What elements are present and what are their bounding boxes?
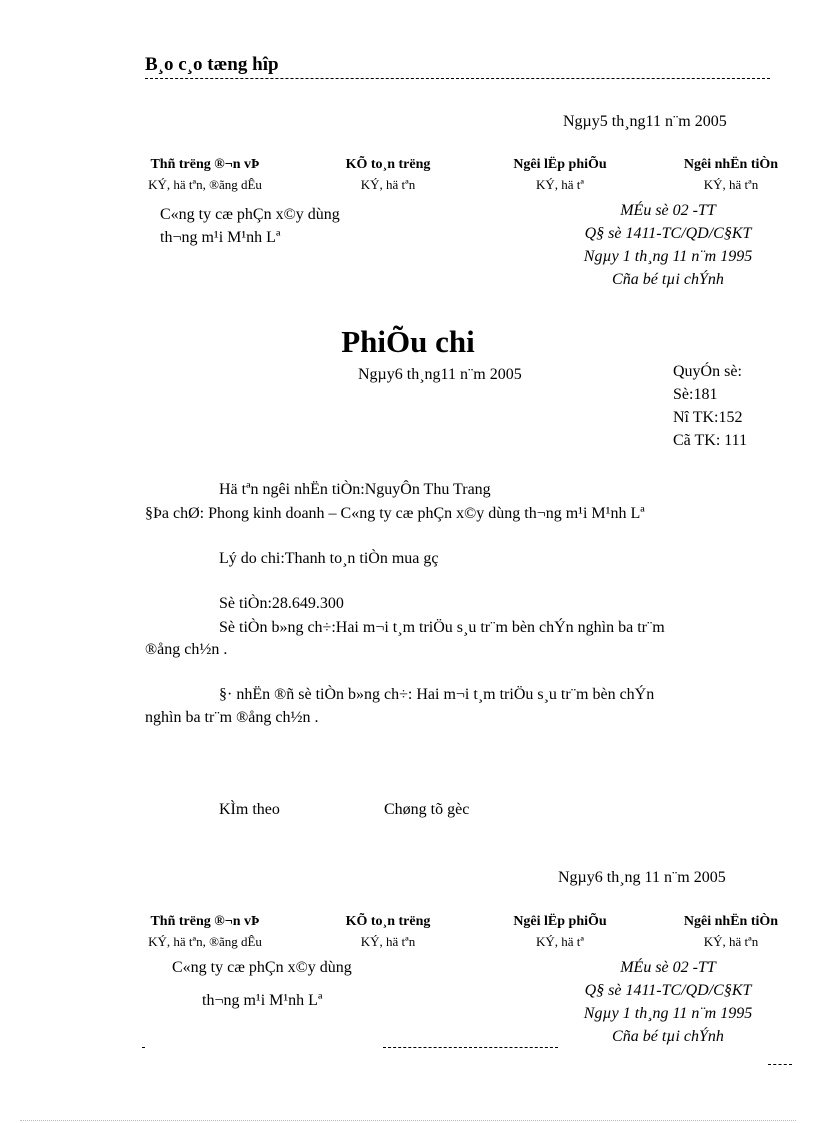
date-bottom: Ngµy6 th¸ng 11 n¨m 2005 — [558, 869, 726, 886]
report-header-title: B¸o c¸o tæng hîp — [145, 54, 279, 75]
form-ref-top-line3: Ngµy 1 th¸ng 11 n¨m 1995 — [583, 248, 753, 265]
form-ref-bottom-line3: Ngµy 1 th¸ng 11 n¨m 1995 — [583, 1005, 753, 1022]
payment-reason: Lý do chi:Thanh to¸n tiÒn mua gç — [219, 550, 439, 567]
signature-title-head: Thñ trëng ®¬n vÞ — [150, 914, 260, 929]
company-name-top-line1: C«ng ty cæ phÇn x©y dùng — [160, 206, 340, 223]
debit-account: Nî TK:152 — [673, 409, 743, 426]
attachment-value: Chøng tõ gèc — [384, 801, 470, 818]
signature-title-recipient: Ngêi nhËn tiÒn — [683, 914, 779, 929]
signature-title-head: Thñ trëng ®¬n vÞ — [150, 157, 260, 172]
form-ref-bottom-line4: Cña bé tµi chÝnh — [612, 1028, 724, 1045]
payment-amount: Sè tiÒn:28.649.300 — [219, 595, 344, 612]
form-ref-top-line2: Q§ sè 1411-TC/QD/C§KT — [584, 225, 752, 242]
form-ref-top-line4: Cña bé tµi chÝnh — [612, 271, 724, 288]
signature-title-recipient: Ngêi nhËn tiÒn — [683, 157, 779, 172]
recipient-name: Hä tªn ngêi nhËn tiÒn:NguyÔn Thu Trang — [219, 481, 491, 498]
received-amount-line1: §· nhËn ®ñ sè tiÒn b»ng ch÷: Hai m¬i t¸m triÖu s¸u tr¨m bèn chÝn — [219, 686, 655, 703]
amount-in-words-line1: Sè tiÒn b»ng ch÷:Hai m¬i t¸m triÖu s¸u tr¨m bèn chÝn nghìn ba tr¨m — [219, 619, 665, 636]
signature-sub-head: KÝ, hä tªn, ®ãng dÊu — [148, 934, 262, 949]
company-name-bottom-line1: C«ng ty cæ phÇn x©y dùng — [172, 959, 352, 976]
amount-in-words-line2: ®ång ch½n . — [145, 641, 228, 658]
signature-title-preparer: Ngêi lËp phiÕu — [513, 914, 607, 929]
voucher-title: PhiÕu chi — [341, 324, 475, 359]
company-name-bottom-line2: th¬ng m¹i M¹nh Lª — [202, 992, 323, 1009]
signature-title-accountant: KÕ to¸n trëng — [345, 157, 431, 172]
company-name-top-line2: th¬ng m¹i M¹nh Lª — [160, 229, 281, 246]
signature-sub-accountant: KÝ, hä tªn — [360, 177, 416, 192]
signature-sub-recipient: KÝ, hä tªn — [703, 177, 759, 192]
footer-dash-line — [383, 1047, 558, 1048]
signature-sub-recipient: KÝ, hä tªn — [703, 934, 759, 949]
signature-title-accountant: KÕ to¸n trëng — [345, 914, 431, 929]
voucher-number: Sè:181 — [673, 386, 718, 403]
signature-sub-accountant: KÝ, hä tªn — [360, 934, 416, 949]
header-divider — [145, 78, 770, 79]
recipient-address: §Þa chØ: Phong kinh doanh – C«ng ty cæ phÇn x©y dùng th¬ng m¹i M¹nh Lª — [145, 505, 645, 522]
signature-sub-preparer: KÝ, hä tª — [536, 934, 584, 949]
form-ref-bottom-line2: Q§ sè 1411-TC/QD/C§KT — [584, 982, 752, 999]
credit-account: Cã TK: 111 — [673, 432, 748, 449]
book-number: QuyÓn sè: — [673, 363, 742, 380]
form-ref-top-line1: MÉu sè 02 -TT — [620, 202, 716, 219]
form-ref-bottom-line1: MÉu sè 02 -TT — [620, 959, 716, 976]
attachment-label: KÌm theo — [219, 801, 280, 818]
received-amount-line2: nghìn ba tr¨m ®ång ch½n . — [145, 709, 319, 726]
date-top: Ngµy5 th¸ng11 n¨m 2005 — [563, 113, 727, 130]
signature-sub-head: KÝ, hä tªn, ®ãng dÊu — [148, 177, 262, 192]
signature-title-preparer: Ngêi lËp phiÕu — [513, 157, 607, 172]
signature-sub-preparer: KÝ, hä tª — [536, 177, 584, 192]
page-bottom-border — [20, 1120, 796, 1121]
page-corner-mark — [768, 1064, 792, 1065]
footer-dot-mark — [142, 1047, 145, 1048]
voucher-date: Ngµy6 th¸ng11 n¨m 2005 — [358, 366, 522, 383]
